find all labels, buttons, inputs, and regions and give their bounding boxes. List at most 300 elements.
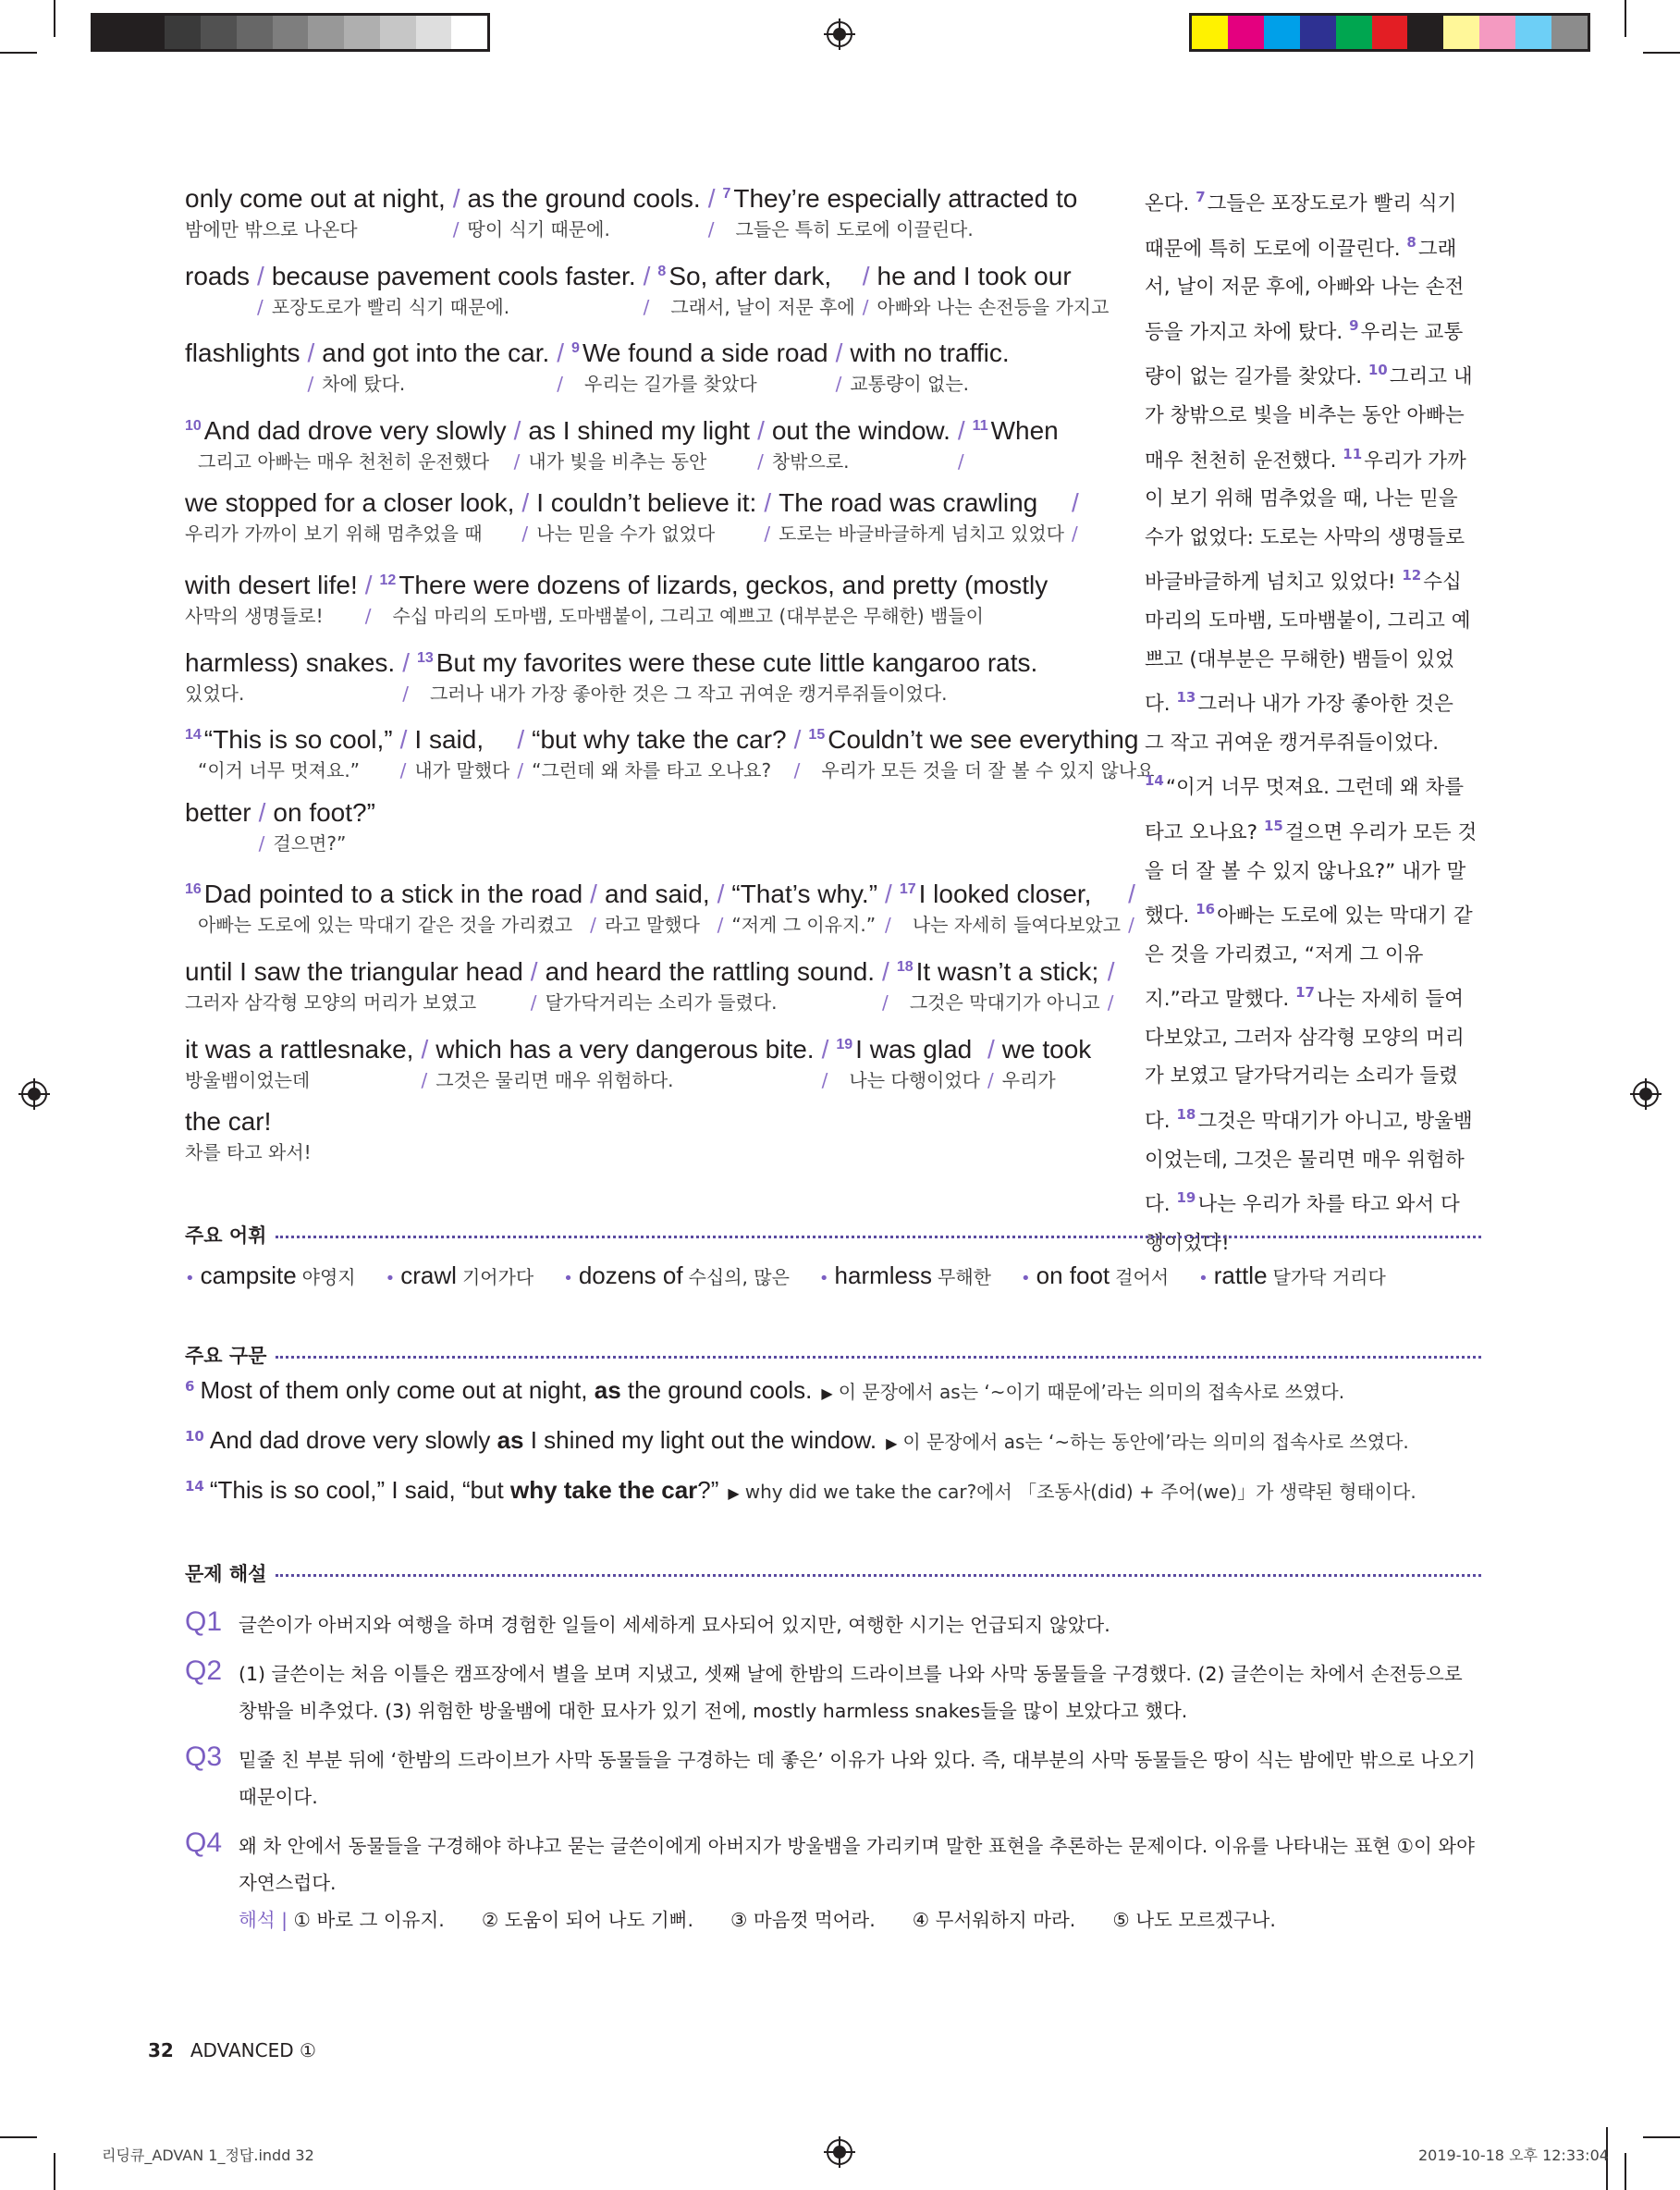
vocab-item xyxy=(1021,1261,1169,1290)
sentence-number: 6 xyxy=(185,1378,195,1395)
slug-date: 2019-10-18 오후 12:33:04 xyxy=(1418,2147,1609,2164)
syntax-explanation: 이 문장에서 as는 ‘~이기 때문에’라는 의미의 접속사로 쓰였다. xyxy=(838,1381,1345,1403)
chunk-english-text: There were dozens of lizards, geckos, and pretty (mostly xyxy=(399,571,1048,599)
passage-line xyxy=(185,256,1109,319)
slash-mark: / xyxy=(707,184,716,213)
dotted-rule xyxy=(276,1574,1481,1577)
chunk-korean: 라고 말했다 xyxy=(604,914,700,937)
registration-mark-icon xyxy=(824,2136,855,2168)
chunk-english-text: And dad drove very slowly xyxy=(203,415,507,445)
syntax-item xyxy=(185,1426,1409,1455)
chunk-korean: 밤에만 밖으로 나온다 xyxy=(185,218,358,240)
chunk-english-text: But my favorites were these cute little kangaroo rats. xyxy=(435,647,1038,677)
passage-line xyxy=(185,565,1048,628)
chunk-slash xyxy=(413,1034,435,1092)
chunk-english-text: it was a rattlesnake, xyxy=(185,1034,414,1064)
slash-mark: / xyxy=(257,295,264,318)
syntax-sentence xyxy=(210,1426,877,1455)
color-swatch xyxy=(416,16,452,49)
chunk-english xyxy=(273,797,375,829)
chunk-english-text: When xyxy=(990,415,1059,445)
answer-item xyxy=(185,1606,1481,1643)
chunk-slash xyxy=(507,415,529,474)
chunk-slash xyxy=(1100,956,1122,1015)
chunk-english-text: out the window. xyxy=(771,415,950,445)
slash-mark: / xyxy=(258,831,265,855)
page-number: 32 xyxy=(148,2039,174,2061)
option-translation: ① 바로 그 이유지. xyxy=(293,1909,445,1931)
chunk-english xyxy=(185,797,251,829)
bullet-icon: • xyxy=(563,1269,573,1288)
slash-mark: / xyxy=(399,725,408,755)
sentence-number: 13 xyxy=(416,649,434,666)
chunk xyxy=(185,338,300,396)
chunk xyxy=(571,333,828,396)
chunk-english xyxy=(272,261,636,292)
sentence-number: 19 xyxy=(836,1036,853,1052)
chunk-korean xyxy=(185,372,300,396)
chunk xyxy=(417,643,1037,706)
answers-section-heading xyxy=(185,1559,1481,1587)
syntax-sentence xyxy=(210,1476,719,1505)
slash-mark: / xyxy=(717,880,725,909)
chunk-english-text: we stopped for a closer look, xyxy=(185,488,515,518)
registration-mark-icon xyxy=(824,18,855,50)
chunk-english-text: with no traffic. xyxy=(850,338,1010,368)
translation-text: 그리고 내가 창밖으로 빛을 비추는 동안 아빠는 매우 천천히 운전했다. xyxy=(1145,365,1473,473)
chunk xyxy=(808,720,1154,782)
chunk-korean: 아빠와 나는 손전등을 가지고 xyxy=(877,295,1110,318)
chunk-korean xyxy=(973,449,1059,474)
translation-options xyxy=(239,1901,1481,1938)
chunk-korean xyxy=(185,831,251,855)
chunk-slash xyxy=(1121,879,1143,937)
chunk-korean: “이거 너무 멋져요.” xyxy=(198,759,361,782)
chunk xyxy=(973,411,1059,474)
syntax-text: Most of them only come out at night, xyxy=(200,1376,595,1404)
crop-mark xyxy=(1625,0,1626,37)
chunk-slash xyxy=(509,724,532,782)
passage-line xyxy=(185,1029,1091,1092)
chunk-slash xyxy=(395,647,417,706)
sentence-number: 18 xyxy=(896,959,914,975)
chunk-english-text: roads xyxy=(185,261,251,290)
translation-text: 그러나 내가 가장 좋아한 것은 그 작고 귀여운 캥거루쥐들이었다. xyxy=(1145,693,1453,755)
slash-mark: / xyxy=(862,261,870,290)
syntax-sentence xyxy=(200,1376,812,1405)
chunk-english xyxy=(973,411,1059,447)
chunk xyxy=(185,261,250,319)
chunk-korean: 아빠는 도로에 있는 막대기 같은 것을 가리켰고 xyxy=(198,914,573,937)
translation-label: 해석 | xyxy=(239,1909,294,1931)
vocab-meaning: 걸어서 xyxy=(1115,1266,1170,1288)
chunk xyxy=(414,724,509,782)
dotted-rule xyxy=(276,1356,1481,1359)
chunk-korean: 있었다. xyxy=(185,682,245,705)
slash-mark: / xyxy=(1107,957,1115,986)
chunk-english xyxy=(185,261,250,292)
question-label: Q3 xyxy=(185,1741,223,1772)
chunk-english-text: because pavement cools faster. xyxy=(271,261,636,290)
color-swatch xyxy=(380,16,416,49)
chunk-english xyxy=(435,1034,814,1065)
page-footer xyxy=(148,2039,316,2061)
sentence-number: 11 xyxy=(972,417,988,434)
passage-line xyxy=(185,797,375,855)
color-swatch xyxy=(308,16,344,49)
color-swatch xyxy=(1551,16,1588,49)
syntax-explanation: why did we take the car?에서 「조동사(did) + 주어(we)」가 생략된 형태이다. xyxy=(744,1481,1416,1503)
chunk-korean: 땅이 식기 때문에. xyxy=(467,218,610,240)
crop-mark xyxy=(0,2136,37,2138)
slash-mark: / xyxy=(764,523,771,546)
slash-mark: / xyxy=(590,880,597,909)
passage-line xyxy=(185,333,1010,396)
chunk-english-text: harmless) snakes. xyxy=(185,647,396,677)
chunk-english-text: I couldn’t believe it: xyxy=(536,488,757,518)
chunk xyxy=(731,879,877,937)
chunk-slash xyxy=(514,487,536,546)
crop-mark xyxy=(54,2153,55,2190)
chunk-english xyxy=(536,487,756,519)
chunk-english xyxy=(731,879,877,910)
chunk-english xyxy=(185,874,582,910)
chunk xyxy=(536,487,756,546)
chunk-english-text: Couldn’t we see everything xyxy=(828,725,1139,755)
color-swatch xyxy=(1192,16,1228,49)
chunk xyxy=(185,183,446,241)
chunk-english-text: on foot?” xyxy=(273,797,375,827)
question-label: Q4 xyxy=(185,1827,223,1858)
chunk-english xyxy=(850,338,1009,369)
color-swatch xyxy=(451,16,487,49)
color-swatch xyxy=(1372,16,1408,49)
chunk-english xyxy=(417,643,1037,679)
chunk-slash xyxy=(950,415,973,474)
sentence-number: 16 xyxy=(1196,901,1216,918)
syntax-explanation: 이 문장에서 as는 ‘~하는 동안에’라는 의미의 접속사로 쓰였다. xyxy=(902,1431,1409,1453)
bullet-icon: • xyxy=(818,1269,829,1288)
chunk-english-text: “That’s why.” xyxy=(731,880,878,909)
bullet-icon: • xyxy=(385,1269,396,1288)
slash-mark: / xyxy=(307,338,315,368)
chunk xyxy=(185,411,507,474)
option-translation: ③ 마음껏 먹어라. xyxy=(730,1909,876,1931)
slash-mark: / xyxy=(421,1034,429,1064)
slash-mark: / xyxy=(643,295,650,318)
color-swatch xyxy=(1443,16,1479,49)
sentence-number: 16 xyxy=(185,881,202,898)
chunk-english-text: and heard the rattling sound. xyxy=(545,957,876,986)
vocab-item xyxy=(185,1261,356,1290)
chunk xyxy=(185,1106,312,1164)
translation-text: 그것은 막대기가 아니고, 방울뱀이었는데, 그것은 물리면 매우 위험하다. xyxy=(1145,1110,1473,1217)
chunk-korean: 그러나 내가 가장 좋아한 것은 그 작고 귀여운 캥거루쥐들이었다. xyxy=(429,682,948,705)
chunk-english-text: better xyxy=(185,797,251,827)
chunk-english xyxy=(185,411,507,447)
chunk-english-text: we took xyxy=(1001,1034,1092,1064)
chunk-english xyxy=(185,1106,312,1138)
vocab-meaning: 달가닥 거리다 xyxy=(1272,1266,1386,1288)
option-translation: ② 도움이 되어 나도 기뻐. xyxy=(481,1909,693,1931)
chunk xyxy=(836,1029,980,1092)
dotted-rule xyxy=(276,1236,1481,1238)
sentence-number: 14 xyxy=(185,1478,204,1495)
chunk-korean: 우리는 길가를 찾았다 xyxy=(584,373,757,396)
sentence-number: 10 xyxy=(185,1428,204,1445)
chunk-korean: 그것은 막대기가 아니고 xyxy=(909,991,1100,1014)
translation-text: 아빠는 도로에 있는 막대기 같은 것을 가리켰고, “저게 그 이유지.”라고 말했다. xyxy=(1145,904,1473,1012)
translation-text: 나는 우리가 차를 타고 와서 다행이었다! xyxy=(1145,1193,1460,1255)
chunk-english xyxy=(185,1034,413,1065)
slash-mark: / xyxy=(452,184,460,213)
bullet-icon: • xyxy=(1198,1269,1208,1288)
slash-mark: / xyxy=(517,725,525,755)
chunk xyxy=(435,1034,814,1092)
vocab-item xyxy=(819,1261,991,1290)
passage-line xyxy=(185,178,1077,241)
chunk-english-text: I looked closer, xyxy=(918,880,1092,909)
slash-mark: / xyxy=(364,571,373,599)
chunk-english-text: “but why take the car? xyxy=(532,725,787,755)
answer-item xyxy=(185,1741,1481,1815)
translation-text: “이거 너무 멋져요. 그런데 왜 차를 타고 오나요? xyxy=(1145,776,1465,844)
answer-text xyxy=(239,1655,1481,1729)
question-label: Q2 xyxy=(185,1655,223,1686)
chunk-korean: 나는 다행이었다 xyxy=(849,1068,980,1091)
chunk-korean: “그런데 왜 차를 타고 오나요? xyxy=(532,759,772,782)
chunk-english xyxy=(528,415,750,447)
vocab-word: campsite xyxy=(200,1261,297,1289)
slash-mark: / xyxy=(452,218,460,240)
chunk-english-text: only come out at night, xyxy=(185,184,446,213)
chunk-english-text: flashlights xyxy=(185,338,300,368)
slash-mark: / xyxy=(521,523,529,546)
slash-mark: / xyxy=(882,957,889,986)
vocab-section-heading xyxy=(185,1221,1481,1249)
color-swatch xyxy=(201,16,237,49)
chunk-english xyxy=(322,338,549,369)
answer-item xyxy=(185,1655,1481,1729)
translation-text: 걸으면 우리가 모든 것을 더 잘 볼 수 있지 않나요?” 내가 말했다. xyxy=(1145,820,1478,929)
slash-mark: / xyxy=(307,373,314,396)
sentence-number: 10 xyxy=(185,417,202,434)
answer-explanation: 글쓴이가 아버지와 여행을 하며 경험한 일들이 세세하게 묘사되어 있지만, 여행한 시기는 언급되지 않았다. xyxy=(239,1614,1110,1636)
chunk-korean: 그들은 특히 도로에 이끌린다. xyxy=(735,218,974,240)
chunk-english-text: They’re especially attracted to xyxy=(733,184,1078,213)
vocab-meaning: 수십의, 많은 xyxy=(688,1266,790,1288)
passage-line xyxy=(185,720,1154,782)
chunk-english xyxy=(532,724,786,756)
chunk-english xyxy=(185,487,514,519)
sentence-number: 12 xyxy=(1402,567,1422,584)
sentence-number: 17 xyxy=(1295,984,1315,1002)
syntax-text: I shined my light out the window. xyxy=(523,1426,877,1454)
chunk-english-text: he and I took our xyxy=(877,261,1072,290)
chunk-slash xyxy=(1064,487,1086,546)
chunk-english-text: The road was crawling xyxy=(779,488,1038,518)
slash-mark: / xyxy=(513,415,521,445)
full-translation-column xyxy=(1145,178,1478,1262)
chunk-english-text: So, after dark, xyxy=(668,261,832,290)
vocab-item xyxy=(1198,1261,1386,1290)
triangle-right-icon: ▶ xyxy=(886,1434,898,1452)
chunk-slash xyxy=(636,261,658,319)
chunk-english xyxy=(772,415,950,447)
translation-text: 나는 자세히 들여다보았고, 그러자 삼각형 모양의 머리가 보였고 달가닥거리는 소리가 들렸다. xyxy=(1145,988,1465,1134)
sentence-number: 14 xyxy=(1145,772,1164,790)
chunk-english xyxy=(657,256,854,292)
question-label: Q1 xyxy=(185,1606,223,1637)
color-swatch xyxy=(344,16,380,49)
chunk xyxy=(185,956,523,1015)
slash-mark: / xyxy=(835,373,842,396)
chunk-korean: 나는 믿을 수가 없었다 xyxy=(536,523,716,546)
color-swatch xyxy=(1336,16,1372,49)
chunk xyxy=(185,1034,413,1092)
crop-mark xyxy=(54,0,55,37)
chunk-slash xyxy=(855,261,877,319)
chunk-korean: 걸으면?” xyxy=(273,831,347,855)
chunk xyxy=(897,952,1100,1015)
slash-mark: / xyxy=(957,415,965,445)
sentence-number: 11 xyxy=(1343,445,1363,462)
chunk-korean xyxy=(185,295,250,319)
sentence-number: 19 xyxy=(1176,1189,1196,1207)
slash-mark: / xyxy=(757,449,764,473)
answer-text xyxy=(239,1606,1481,1643)
chunk xyxy=(185,647,395,706)
syntax-item xyxy=(185,1376,1344,1405)
chunk-english xyxy=(836,1029,980,1065)
chunk-korean: 도로는 바글바글하게 넘치고 있었다 xyxy=(779,523,1064,546)
book-title: ADVANCED ① xyxy=(190,2039,316,2061)
chunk-slash xyxy=(393,724,415,782)
chunk-slash xyxy=(756,487,779,546)
chunk-korean: 그러자 삼각형 모양의 머리가 보였고 xyxy=(185,991,477,1014)
slash-mark: / xyxy=(764,488,772,518)
chunk xyxy=(273,797,375,855)
vocab-word: harmless xyxy=(834,1261,933,1289)
passage-line xyxy=(185,874,1143,937)
option-translation: ⑤ 나도 모르겠구나. xyxy=(1112,1909,1276,1931)
syntax-text: And dad drove very slowly xyxy=(209,1426,497,1454)
answer-text xyxy=(239,1827,1481,1938)
chunk-slash xyxy=(523,956,546,1015)
translation-text: 수십 마리의 도마뱀, 도마뱀붙이, 그리고 예쁘고 (대부분은 무해한) 뱀들이 있었다. xyxy=(1145,571,1471,717)
chunk-slash xyxy=(251,797,274,855)
chunk-korean: 우리가 xyxy=(1001,1068,1056,1091)
chunk-english xyxy=(546,956,875,988)
chunk-slash xyxy=(446,183,468,241)
triangle-right-icon: ▶ xyxy=(821,1384,833,1402)
chunk-english-text: with desert life! xyxy=(185,571,358,599)
sentence-number: 15 xyxy=(808,727,826,744)
answer-text xyxy=(239,1741,1481,1815)
slash-mark: / xyxy=(513,449,521,473)
chunk-english xyxy=(185,570,358,601)
passage-line xyxy=(185,952,1122,1015)
sentence-number: 8 xyxy=(1406,233,1416,251)
color-swatch xyxy=(1228,16,1264,49)
syntax-heading: 주요 구문 xyxy=(185,1345,267,1367)
color-swatch xyxy=(1264,16,1300,49)
chunk xyxy=(1002,1034,1092,1092)
slash-mark: / xyxy=(402,682,409,705)
vocab-item xyxy=(563,1261,790,1290)
chunk xyxy=(546,956,875,1015)
chunk-korean: 교통량이 없는. xyxy=(850,373,970,396)
sentence-number: 8 xyxy=(657,263,667,279)
sentence-number: 7 xyxy=(722,186,731,202)
chunk xyxy=(532,724,786,782)
crop-mark xyxy=(1625,2153,1626,2190)
passage-line xyxy=(185,1106,312,1164)
crop-mark xyxy=(0,52,37,54)
vocab-word: dozens of xyxy=(578,1261,683,1289)
chunk-slash xyxy=(710,879,732,937)
triangle-right-icon: ▶ xyxy=(728,1484,740,1502)
vocab-list xyxy=(185,1261,1386,1290)
chunk-slash xyxy=(549,338,571,396)
sentence-number: 13 xyxy=(1176,689,1196,707)
answer-explanation: 밑줄 친 부분 뒤에 ‘한밤의 드라이브가 사막 동물들을 구경하는 데 좋은’ 이유가 나와 있다. 즉, 대부분의 사막 동물들은 땅이 식는 밤에만 밖으로 나오기 때문이다. xyxy=(239,1749,1476,1808)
chunk-english-text: and said, xyxy=(604,880,710,909)
chunk-slash xyxy=(980,1034,1002,1092)
chunk-korean: 수십 마리의 도마뱀, 도마뱀붙이, 그리고 예쁘고 (대부분은 무해한) 뱀들이 xyxy=(392,605,984,627)
chunk xyxy=(185,720,393,782)
chunk-korean: 창밖으로. xyxy=(771,449,850,473)
registration-mark-icon xyxy=(18,1078,50,1110)
slash-mark: / xyxy=(707,218,715,240)
chunk xyxy=(380,565,1048,628)
chunk-slash xyxy=(358,570,380,628)
vocab-heading: 주요 어휘 xyxy=(185,1224,267,1247)
chunk-english xyxy=(897,952,1100,988)
translation-text: 그들은 포장도로가 빨리 식기 때문에 특히 도로에 이끌린다. xyxy=(1145,192,1457,261)
chunk-english xyxy=(380,565,1048,601)
chunk xyxy=(185,487,514,546)
chunk-korean: 방울뱀이었는데 xyxy=(185,1068,311,1091)
chunk-english xyxy=(722,178,1077,215)
chunk xyxy=(468,183,701,241)
vocab-item xyxy=(386,1261,534,1290)
chunk-korean: 나는 자세히 들여다보았고 xyxy=(912,914,1122,937)
chunk-english xyxy=(185,956,523,988)
chunk-korean: 내가 빛을 비추는 동안 xyxy=(528,449,707,473)
slash-mark: / xyxy=(717,914,724,937)
slash-mark: / xyxy=(530,991,537,1014)
color-swatch xyxy=(237,16,273,49)
slash-mark: / xyxy=(402,647,410,677)
bullet-icon: • xyxy=(185,1269,195,1288)
passage-line xyxy=(185,487,1086,546)
chunk xyxy=(779,487,1064,546)
registration-mark-icon xyxy=(1630,1078,1662,1110)
passage-line xyxy=(185,643,1037,706)
sentence-number: 10 xyxy=(1367,362,1388,379)
chunk-english xyxy=(877,261,1110,292)
passage-line xyxy=(185,411,1059,474)
chunk-korean: 사막의 생명들로! xyxy=(185,605,324,627)
chunk xyxy=(657,256,854,319)
chunk xyxy=(272,261,636,319)
slash-mark: / xyxy=(987,1068,994,1091)
syntax-text: “This is so cool,” I said, “but xyxy=(209,1476,510,1504)
slash-mark: / xyxy=(882,991,889,1014)
slash-mark: / xyxy=(885,880,892,909)
slash-mark: / xyxy=(835,338,843,368)
